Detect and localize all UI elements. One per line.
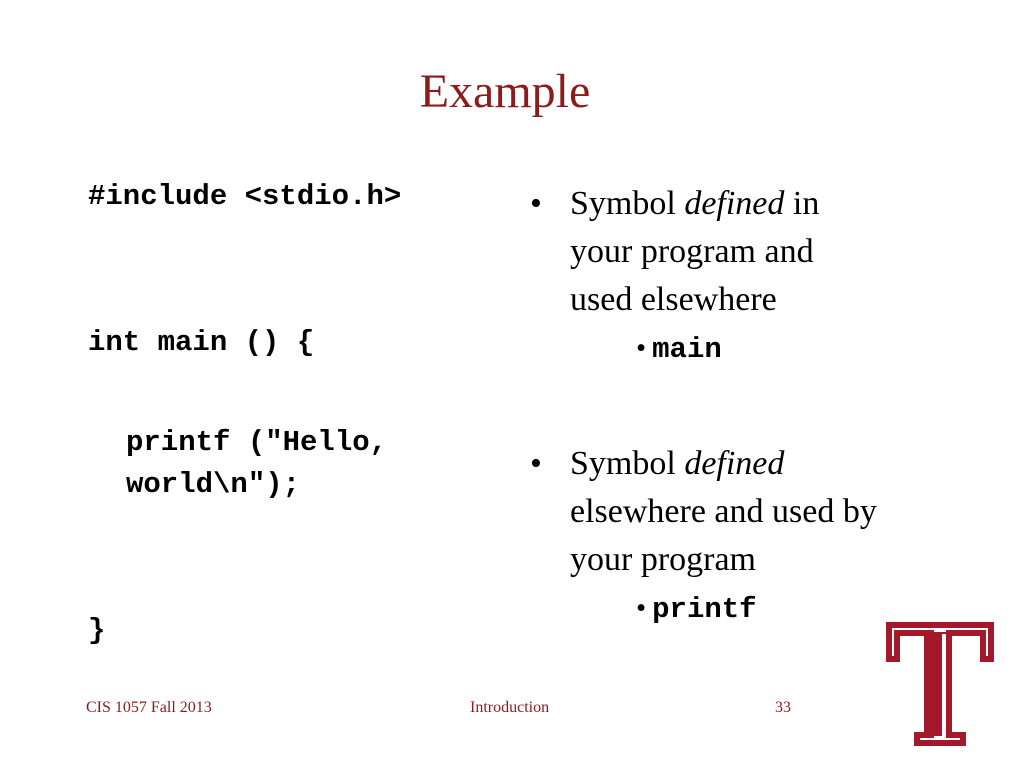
bullet-defined-elsewhere [530,440,950,584]
code-line-close-brace: } [88,614,106,647]
subbullet-text: main [652,333,722,366]
bullet-text-emphasis: defined [684,185,785,222]
slide-title: Example [419,65,591,118]
bullet-text-after: in [784,185,820,222]
bullet-text [570,440,950,584]
subbullet-printf [636,588,757,630]
subbullet-dot: • [636,332,647,364]
bullet-text-line2: elsewhere and used by [570,493,877,530]
code-line-printf: printf ("Hello, [126,426,388,459]
bullet-text-line3: used elsewhere [570,281,777,318]
bullet-dot: • [530,185,542,222]
bullet-text-line3: your program [570,541,757,578]
code-line-include: #include <stdio.h> [88,180,402,213]
subbullet-dot: • [636,592,647,624]
subbullet-main [636,328,722,370]
bullet-defined-in-program [530,180,950,324]
bullet-text-before: Symbol [570,445,685,482]
code-line-printf-cont: world\n"); [126,468,301,501]
temple-t-logo-icon [886,622,994,746]
bullet-text-emphasis: defined [684,445,785,482]
footer-course: CIS 1057 Fall 2013 [86,699,212,716]
bullet-dot: • [530,445,542,482]
footer-page-number: 33 [775,699,791,716]
bullet-text [570,180,950,324]
bullet-text-before: Symbol [570,185,685,222]
subbullet-text: printf [652,593,757,626]
code-line-main: int main () { [88,326,315,359]
footer-section: Introduction [470,699,550,716]
bullet-text-line2: your program and [570,233,814,270]
